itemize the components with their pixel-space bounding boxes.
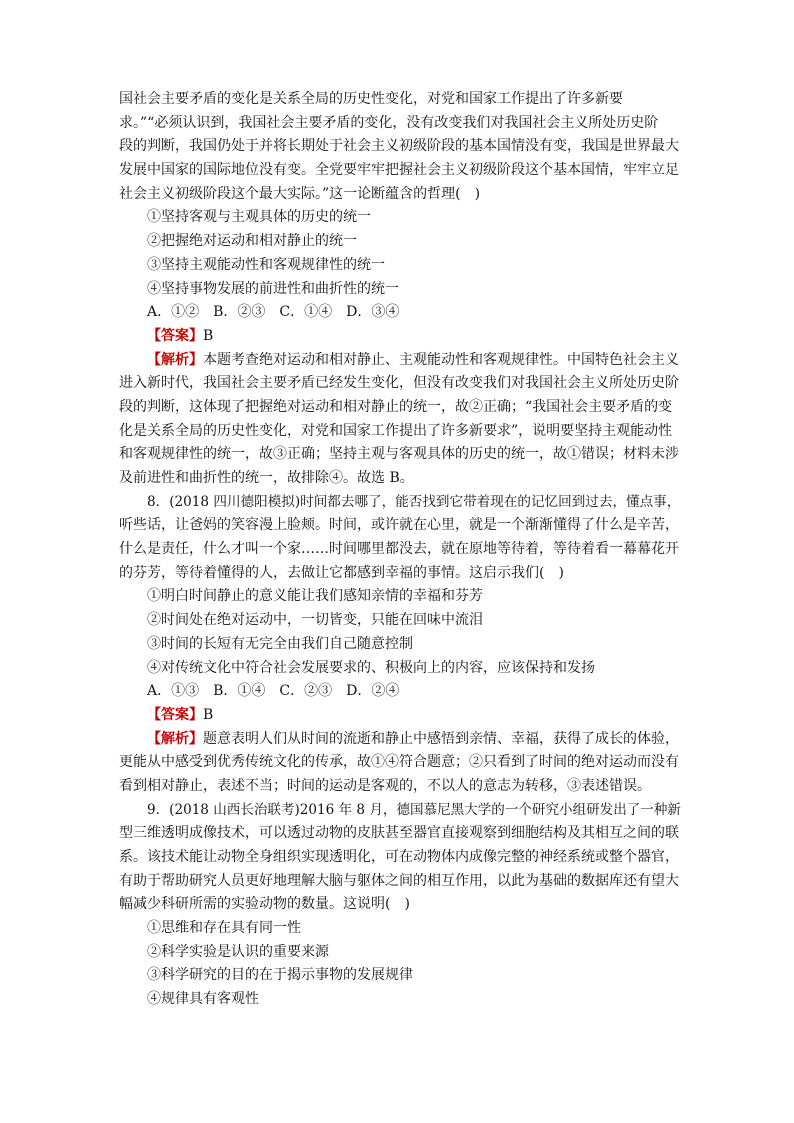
answer-value: B: [203, 327, 214, 344]
answer-label: 【答案】: [147, 706, 203, 723]
q7-analysis-first: [119, 349, 681, 373]
q9-option: ①思维和存在具有同一性: [147, 920, 301, 937]
analysis-label: 【解析】: [147, 730, 203, 747]
q7-choices: A．①② B．②③ C．①④ D．③④: [147, 304, 400, 321]
q8-stem-first: 8．(2018 四川德阳模拟)时间都去哪了，能否找到它带着现在的记忆回到过去，懂点事，: [147, 493, 681, 510]
q7-stem-line: 段的判断，我国仍处于并将长期处于社会主义初级阶段的基本国情没有变，我国是世界最大: [119, 138, 679, 155]
q7-stem-line: 发展中国家的国际地位没有变。全党要牢牢把握社会主义初级阶段这个基本国情，牢牢立足: [119, 162, 679, 179]
q7-option: ③坚持主观能动性和客观规律性的统一: [147, 256, 385, 273]
q7-analysis-line: 和客观规律性的统一，故③正确；坚持主观与客观具体的历史的统一，故①错误；材料未涉: [119, 446, 679, 463]
q8-analysis-first: [119, 728, 681, 752]
q9-option: ④规律具有客观性: [147, 991, 259, 1008]
q7-analysis-line: 进入新时代，我国社会主要矛盾已经发生变化，但没有改变我们对我国社会主义所处历史阶: [119, 375, 679, 392]
q7-analysis-line: 化是关系全局的历史性变化，对党和国家工作提出了许多新要求”，说明要坚持主观能动性: [119, 422, 673, 439]
q9-option: ②科学实验是认识的重要来源: [147, 943, 329, 960]
answer-value: B: [203, 706, 214, 723]
q9-stem-line: 型三维透明成像技术，可以透过动物的皮肤甚至器官直接观察到细胞结构及其相互之间的联: [119, 825, 679, 842]
q8-stem-line: 的芬芳，等待着懂得的人，去做让它都感到幸福的事情。这启示我们( ): [119, 564, 564, 581]
q7-analysis-line: 段的判断，这体现了把握绝对运动和相对静止的统一，故②正确；“我国社会主要矛盾的变: [119, 398, 673, 415]
q8-analysis-line: 更能从中感受到优秀传统文化的传承，故①④符合题意；②只看到了时间的绝对运动而没有: [119, 754, 679, 771]
q8-analysis-line: 看到相对静止，表述不当；时间的运动是客观的，不以人的意志为转移，③表述错误。: [119, 777, 651, 794]
q7-answer: [119, 325, 681, 349]
q8-stem-line: 什么是责任，什么才叫一个家……时间哪里都没去，就在原地等待着，等待着看一幕幕花开: [119, 541, 679, 558]
q8-option: ②时间处在绝对运动中，一切皆变，只能在回味中流泪: [147, 612, 483, 629]
analysis-text: 题意表明人们从时间的流逝和静止中感悟到亲情、幸福，获得了成长的体验，: [203, 730, 679, 747]
q9-stem-line: 系。该技术能让动物全身组织实现透明化，可在动物体内成像完整的神经系统或整个器官，: [119, 849, 679, 865]
q7-option: ②把握绝对运动和相对静止的统一: [147, 233, 357, 250]
q9-option: ③科学研究的目的在于揭示事物的发展规律: [147, 967, 413, 984]
q8-option: ④对传统文化中符合社会发展要求的、积极向上的内容，应该保持和发扬: [147, 659, 595, 676]
answer-label: 【答案】: [147, 327, 203, 344]
analysis-text: 本题考查绝对运动和相对静止、主观能动性和客观规律性。中国特色社会主义: [203, 351, 679, 368]
q8-stem-line: 听些话，让爸妈的笑容漫上脸颊。时间，或许就在心里，就是一个渐渐懂得了什么是辛苦，: [119, 517, 679, 534]
q8-option: ③时间的长短有无完全由我们自己随意控制: [147, 635, 413, 652]
q9-stem-line: 有助于帮助研究人员更好地理解大脑与躯体之间的相互作用，以此为基础的数据库还有望大: [119, 872, 679, 889]
analysis-label: 【解析】: [147, 351, 203, 368]
document-content: [119, 88, 681, 1012]
q7-stem-line: 求。”“必须认识到，我国社会主要矛盾的变化，没有改变我们对我国社会主义所处历史阶: [119, 114, 659, 131]
q7-analysis-line: 及前进性和曲折性的统一，故排除④。故选 B。: [119, 470, 414, 486]
q7-option: ④坚持事物发展的前进性和曲折性的统一: [147, 280, 399, 297]
q8-choices: A．①③ B．①④ C．②③ D．②④: [147, 683, 400, 700]
q7-stem-line: 社会主义初级阶段这个最大实际。”这一论断蕴含的哲理( ): [119, 185, 481, 202]
q8-option: ①明白时间静止的意义能让我们感知亲情的幸福和芬芳: [147, 588, 483, 605]
q9-stem-first: 9．(2018 山西长治联考)2016 年 8 月，德国慕尼黑大学的一个研究小组研发出了一种新: [147, 801, 681, 818]
q7-stem-line: 国社会主要矛盾的变化是关系全局的历史性变化，对党和国家工作提出了许多新要: [119, 91, 623, 107]
q9-stem-line: 幅减少科研所需的实验动物的数量。这说明( ): [119, 896, 410, 913]
q8-answer: [119, 704, 681, 728]
q7-option: ①坚持客观与主观具体的历史的统一: [147, 209, 371, 226]
